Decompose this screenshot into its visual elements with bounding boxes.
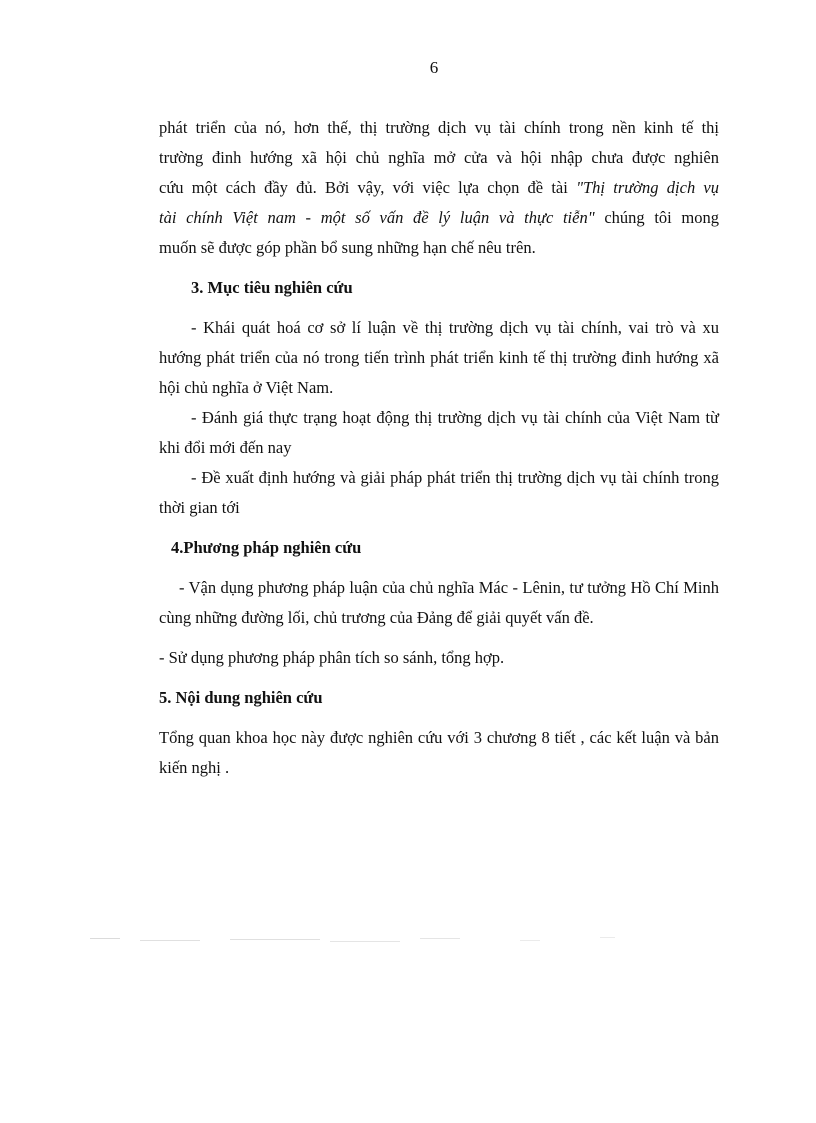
intro-line-3 [159,173,719,203]
intro-line-1: phát triển của nó, hơn thế, thị trường dịch vụ tài chính trong nền kinh tế thị [159,118,719,137]
section-3-item-2: - Đánh giá thực trạng hoạt động thị trường dịch vụ tài chính của Việt Nam từ khi đổi mới đến nay [159,408,719,457]
section-3-heading: 3. Mục tiêu nghiên cứu [191,278,353,297]
intro-line-5: muốn sẽ được góp phần bổ sung những hạn chế nêu trên. [159,238,536,257]
section-3-item-3: - Đề xuất định hướng và giải pháp phát triển thị trường dịch vụ tài chính trong thời gian tới [159,468,719,517]
intro-line-3-text: cứu một cách đầy đủ. Bởi vậy, với việc lựa chọn đề tài [159,178,577,197]
page-body [159,113,719,783]
section-4-item-2: - Sử dụng phương pháp phân tích so sánh, tổng hợp. [159,648,505,667]
intro-line-4-text: chúng tôi mong [594,208,720,227]
thesis-title-part-1: "Thị trường dịch vụ [576,178,720,197]
section-3-item-1: - Khái quát hoá cơ sở lí luận về thị trường dịch vụ tài chính, vai trò và xu hướng phát triển của nó trong tiến trình phát triển kinh tế thị trường đinh hướng xã hội chủ nghĩa ở Việt Nam. [159,318,719,397]
page-number: 6 [429,58,439,77]
section-4-item-1: - Vận dụng phương pháp luận của chủ nghĩa Mác - Lênin, tư tưởng Hồ Chí Minh cùng những đường lối, chủ trương của Đảng để giải quyết vấn đề. [159,578,719,627]
section-5-heading: 5. Nội dung nghiên cứu [159,688,323,707]
section-5-body: Tổng quan khoa học này được nghiên cứu với 3 chương 8 tiết , các kết luận và bản kiến nghị . [159,728,719,777]
thesis-title-part-2: tài chính Việt nam - một số vấn đề lý luận và thực tiễn" [159,208,595,227]
intro-line-4 [159,203,719,233]
intro-line-2: trường đinh hướng xã hội chủ nghĩa mở cửa và hội nhập chưa được nghiên [159,148,719,167]
section-4-heading: 4.Phương pháp nghiên cứu [171,538,362,557]
